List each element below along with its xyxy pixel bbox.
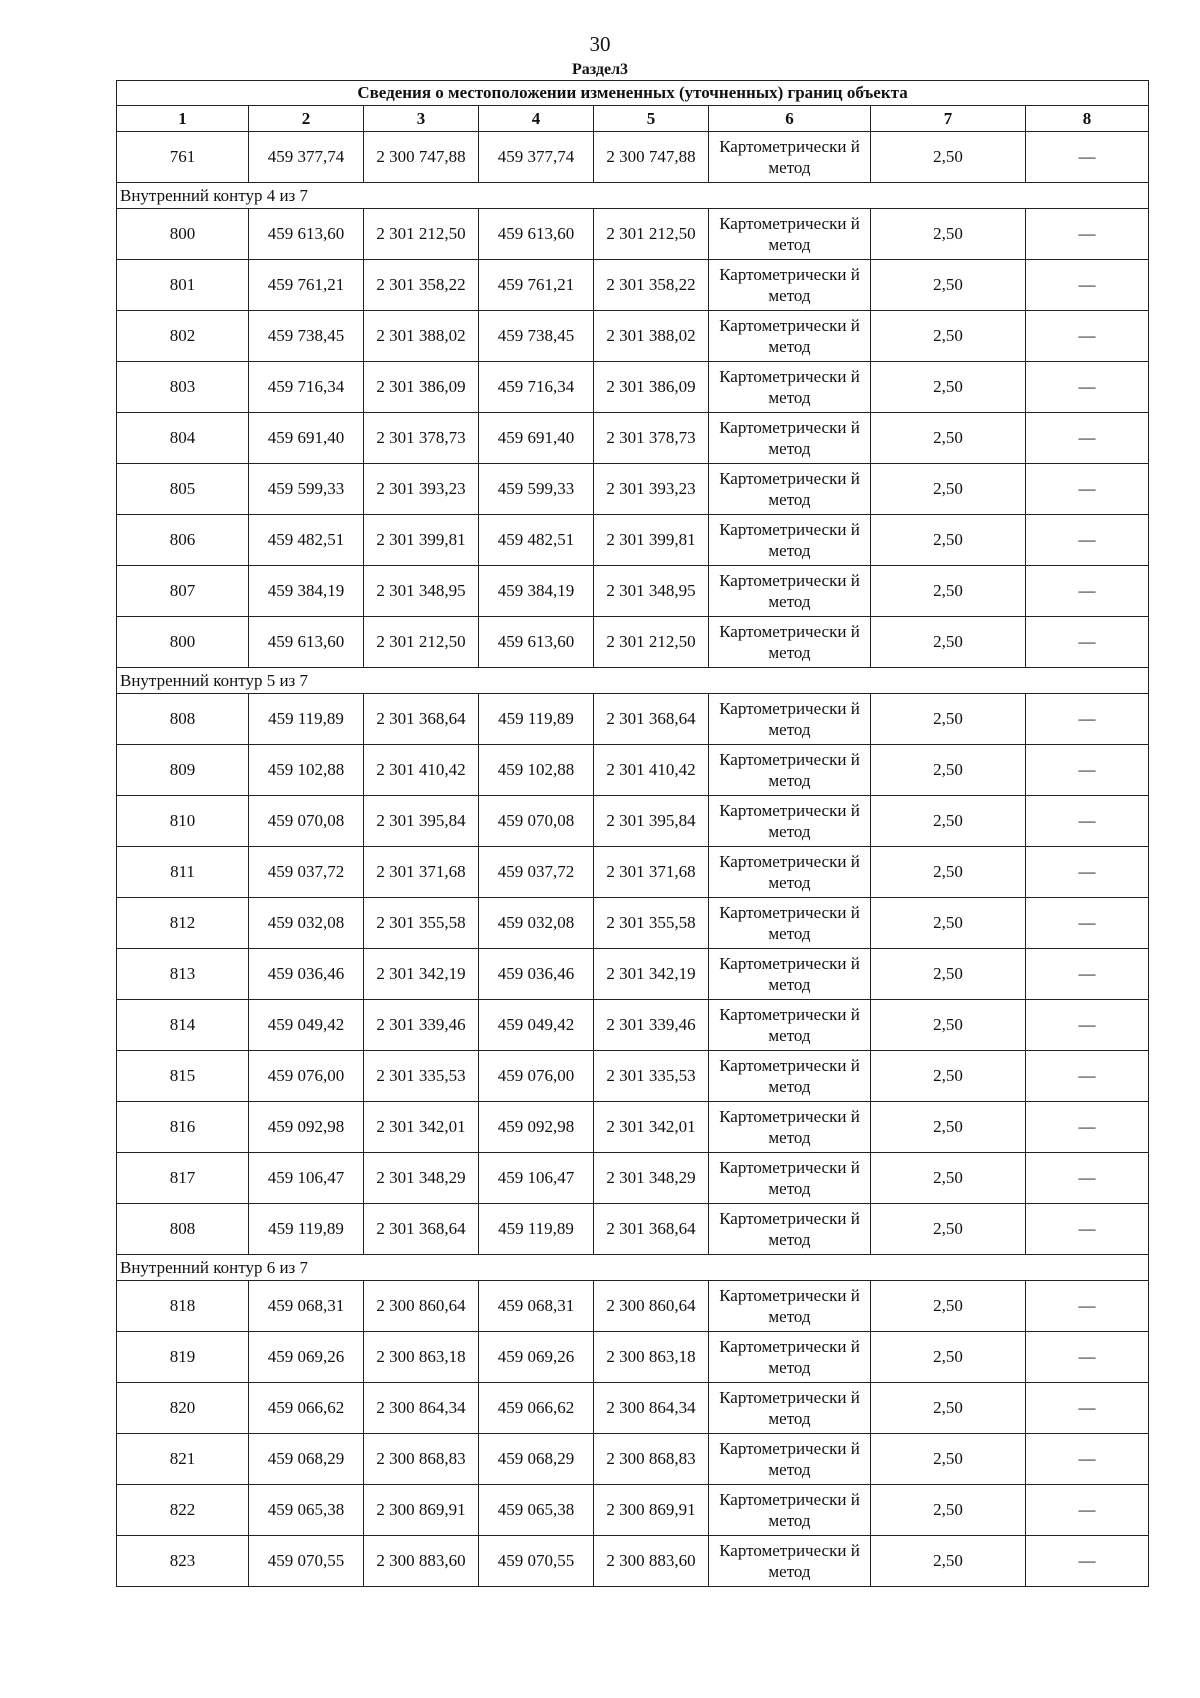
table-row — [117, 796, 1149, 847]
y-new-cell: 2 301 410,42 — [594, 745, 709, 796]
x-new-cell: 459 613,60 — [479, 617, 594, 668]
accuracy-cell: 2,50 — [871, 617, 1026, 668]
method-cell: Картометрически й метод — [709, 1434, 871, 1485]
accuracy-cell: 2,50 — [871, 1204, 1026, 1255]
x-old-cell: 459 691,40 — [249, 413, 364, 464]
x-new-cell: 459 066,62 — [479, 1383, 594, 1434]
x-old-cell: 459 613,60 — [249, 617, 364, 668]
x-old-cell: 459 036,46 — [249, 949, 364, 1000]
x-new-cell: 459 119,89 — [479, 1204, 594, 1255]
description-cell: — — [1026, 745, 1149, 796]
point-number-cell: 811 — [117, 847, 249, 898]
x-new-cell: 459 049,42 — [479, 1000, 594, 1051]
y-old-cell: 2 301 342,01 — [364, 1102, 479, 1153]
table-caption-row — [117, 81, 1149, 106]
method-cell: Картометрически й метод — [709, 1485, 871, 1536]
table-row — [117, 847, 1149, 898]
y-new-cell: 2 300 747,88 — [594, 132, 709, 183]
x-old-cell: 459 065,38 — [249, 1485, 364, 1536]
x-new-cell: 459 106,47 — [479, 1153, 594, 1204]
x-new-cell: 459 761,21 — [479, 260, 594, 311]
point-number-cell: 822 — [117, 1485, 249, 1536]
column-number: 8 — [1026, 106, 1149, 132]
method-cell: Картометрически й метод — [709, 949, 871, 1000]
x-old-cell: 459 119,89 — [249, 694, 364, 745]
x-new-cell: 459 070,08 — [479, 796, 594, 847]
accuracy-cell: 2,50 — [871, 464, 1026, 515]
description-cell: — — [1026, 1383, 1149, 1434]
table-row — [117, 617, 1149, 668]
point-number-cell: 800 — [117, 209, 249, 260]
method-cell: Картометрически й метод — [709, 1102, 871, 1153]
x-old-cell: 459 066,62 — [249, 1383, 364, 1434]
accuracy-cell: 2,50 — [871, 1536, 1026, 1587]
x-new-cell: 459 384,19 — [479, 566, 594, 617]
x-new-cell: 459 068,31 — [479, 1281, 594, 1332]
point-number-cell: 804 — [117, 413, 249, 464]
x-old-cell: 459 377,74 — [249, 132, 364, 183]
description-cell: — — [1026, 1102, 1149, 1153]
accuracy-cell: 2,50 — [871, 1281, 1026, 1332]
description-cell: — — [1026, 464, 1149, 515]
y-new-cell: 2 301 388,02 — [594, 311, 709, 362]
method-cell: Картометрически й метод — [709, 898, 871, 949]
accuracy-cell: 2,50 — [871, 1153, 1026, 1204]
x-old-cell: 459 068,31 — [249, 1281, 364, 1332]
method-cell: Картометрически й метод — [709, 132, 871, 183]
point-number-cell: 809 — [117, 745, 249, 796]
accuracy-cell: 2,50 — [871, 362, 1026, 413]
method-cell: Картометрически й метод — [709, 1536, 871, 1587]
y-new-cell: 2 301 335,53 — [594, 1051, 709, 1102]
y-old-cell: 2 300 863,18 — [364, 1332, 479, 1383]
y-new-cell: 2 301 368,64 — [594, 1204, 709, 1255]
contour-group-row — [117, 668, 1149, 694]
x-old-cell: 459 482,51 — [249, 515, 364, 566]
x-new-cell: 459 037,72 — [479, 847, 594, 898]
table-row — [117, 566, 1149, 617]
y-new-cell: 2 301 371,68 — [594, 847, 709, 898]
y-old-cell: 2 301 339,46 — [364, 1000, 479, 1051]
x-old-cell: 459 032,08 — [249, 898, 364, 949]
point-number-cell: 807 — [117, 566, 249, 617]
description-cell: — — [1026, 694, 1149, 745]
point-number-cell: 808 — [117, 1204, 249, 1255]
point-number-cell: 761 — [117, 132, 249, 183]
method-cell: Картометрически й метод — [709, 209, 871, 260]
point-number-cell: 802 — [117, 311, 249, 362]
y-new-cell: 2 300 863,18 — [594, 1332, 709, 1383]
table-row — [117, 1485, 1149, 1536]
method-cell: Картометрически й метод — [709, 847, 871, 898]
point-number-cell: 805 — [117, 464, 249, 515]
table-caption: Сведения о местоположении измененных (уточненных) границ объекта — [117, 81, 1149, 106]
method-cell: Картометрически й метод — [709, 362, 871, 413]
point-number-cell: 801 — [117, 260, 249, 311]
y-old-cell: 2 301 371,68 — [364, 847, 479, 898]
description-cell: — — [1026, 1051, 1149, 1102]
accuracy-cell: 2,50 — [871, 311, 1026, 362]
table-row — [117, 362, 1149, 413]
x-new-cell: 459 482,51 — [479, 515, 594, 566]
description-cell: — — [1026, 1153, 1149, 1204]
x-new-cell: 459 065,38 — [479, 1485, 594, 1536]
accuracy-cell: 2,50 — [871, 745, 1026, 796]
x-new-cell: 459 069,26 — [479, 1332, 594, 1383]
point-number-cell: 816 — [117, 1102, 249, 1153]
description-cell: — — [1026, 1332, 1149, 1383]
column-number-row — [117, 106, 1149, 132]
y-new-cell: 2 300 869,91 — [594, 1485, 709, 1536]
column-number: 2 — [249, 106, 364, 132]
x-old-cell: 459 102,88 — [249, 745, 364, 796]
x-old-cell: 459 384,19 — [249, 566, 364, 617]
accuracy-cell: 2,50 — [871, 898, 1026, 949]
x-old-cell: 459 092,98 — [249, 1102, 364, 1153]
description-cell: — — [1026, 1536, 1149, 1587]
y-old-cell: 2 301 348,95 — [364, 566, 479, 617]
point-number-cell: 821 — [117, 1434, 249, 1485]
point-number-cell: 803 — [117, 362, 249, 413]
x-new-cell: 459 102,88 — [479, 745, 594, 796]
x-old-cell: 459 613,60 — [249, 209, 364, 260]
y-old-cell: 2 301 212,50 — [364, 617, 479, 668]
table-row — [117, 1051, 1149, 1102]
column-number: 3 — [364, 106, 479, 132]
point-number-cell: 814 — [117, 1000, 249, 1051]
description-cell: — — [1026, 1000, 1149, 1051]
table-row — [117, 515, 1149, 566]
accuracy-cell: 2,50 — [871, 1383, 1026, 1434]
point-number-cell: 818 — [117, 1281, 249, 1332]
y-old-cell: 2 301 395,84 — [364, 796, 479, 847]
description-cell: — — [1026, 898, 1149, 949]
table-row — [117, 1000, 1149, 1051]
x-old-cell: 459 761,21 — [249, 260, 364, 311]
y-old-cell: 2 301 388,02 — [364, 311, 479, 362]
contour-group-label: Внутренний контур 6 из 7 — [117, 1255, 1149, 1281]
table-row — [117, 1153, 1149, 1204]
accuracy-cell: 2,50 — [871, 1000, 1026, 1051]
accuracy-cell: 2,50 — [871, 209, 1026, 260]
description-cell: — — [1026, 566, 1149, 617]
x-new-cell: 459 070,55 — [479, 1536, 594, 1587]
table-row — [117, 1102, 1149, 1153]
description-cell: — — [1026, 1204, 1149, 1255]
column-number: 7 — [871, 106, 1026, 132]
x-old-cell: 459 070,08 — [249, 796, 364, 847]
table-row — [117, 464, 1149, 515]
point-number-cell: 819 — [117, 1332, 249, 1383]
method-cell: Картометрически й метод — [709, 1383, 871, 1434]
point-number-cell: 817 — [117, 1153, 249, 1204]
accuracy-cell: 2,50 — [871, 132, 1026, 183]
x-new-cell: 459 036,46 — [479, 949, 594, 1000]
y-new-cell: 2 301 358,22 — [594, 260, 709, 311]
description-cell: — — [1026, 617, 1149, 668]
description-cell: — — [1026, 311, 1149, 362]
accuracy-cell: 2,50 — [871, 1051, 1026, 1102]
x-new-cell: 459 738,45 — [479, 311, 594, 362]
y-old-cell: 2 301 348,29 — [364, 1153, 479, 1204]
table-row — [117, 260, 1149, 311]
method-cell: Картометрически й метод — [709, 260, 871, 311]
x-old-cell: 459 049,42 — [249, 1000, 364, 1051]
x-new-cell: 459 716,34 — [479, 362, 594, 413]
accuracy-cell: 2,50 — [871, 796, 1026, 847]
y-new-cell: 2 300 883,60 — [594, 1536, 709, 1587]
point-number-cell: 823 — [117, 1536, 249, 1587]
contour-group-row — [117, 183, 1149, 209]
table-row — [117, 1434, 1149, 1485]
y-old-cell: 2 301 386,09 — [364, 362, 479, 413]
table-row — [117, 694, 1149, 745]
x-new-cell: 459 599,33 — [479, 464, 594, 515]
description-cell: — — [1026, 413, 1149, 464]
accuracy-cell: 2,50 — [871, 1434, 1026, 1485]
description-cell: — — [1026, 1485, 1149, 1536]
accuracy-cell: 2,50 — [871, 413, 1026, 464]
x-new-cell: 459 613,60 — [479, 209, 594, 260]
x-old-cell: 459 068,29 — [249, 1434, 364, 1485]
table-row — [117, 1281, 1149, 1332]
y-old-cell: 2 301 212,50 — [364, 209, 479, 260]
y-new-cell: 2 301 399,81 — [594, 515, 709, 566]
table-row — [117, 1383, 1149, 1434]
table-body — [117, 81, 1149, 1587]
contour-group-label: Внутренний контур 5 из 7 — [117, 668, 1149, 694]
y-old-cell: 2 301 368,64 — [364, 1204, 479, 1255]
y-new-cell: 2 301 342,01 — [594, 1102, 709, 1153]
table-row — [117, 311, 1149, 362]
y-new-cell: 2 300 868,83 — [594, 1434, 709, 1485]
accuracy-cell: 2,50 — [871, 260, 1026, 311]
y-old-cell: 2 301 393,23 — [364, 464, 479, 515]
description-cell: — — [1026, 796, 1149, 847]
accuracy-cell: 2,50 — [871, 847, 1026, 898]
section-title: Раздел3 — [571, 61, 629, 78]
column-number: 6 — [709, 106, 871, 132]
y-old-cell: 2 301 368,64 — [364, 694, 479, 745]
y-old-cell: 2 301 335,53 — [364, 1051, 479, 1102]
method-cell: Картометрически й метод — [709, 745, 871, 796]
point-number-cell: 806 — [117, 515, 249, 566]
method-cell: Картометрически й метод — [709, 1153, 871, 1204]
y-old-cell: 2 301 355,58 — [364, 898, 479, 949]
y-old-cell: 2 300 864,34 — [364, 1383, 479, 1434]
y-new-cell: 2 301 348,95 — [594, 566, 709, 617]
description-cell: — — [1026, 949, 1149, 1000]
point-number-cell: 815 — [117, 1051, 249, 1102]
table-row — [117, 949, 1149, 1000]
page-number: 30 — [589, 32, 611, 56]
y-new-cell: 2 300 860,64 — [594, 1281, 709, 1332]
x-old-cell: 459 069,26 — [249, 1332, 364, 1383]
description-cell: — — [1026, 847, 1149, 898]
contour-group-row — [117, 1255, 1149, 1281]
point-number-cell: 800 — [117, 617, 249, 668]
description-cell: — — [1026, 132, 1149, 183]
column-number: 5 — [594, 106, 709, 132]
accuracy-cell: 2,50 — [871, 949, 1026, 1000]
contour-group-label: Внутренний контур 4 из 7 — [117, 183, 1149, 209]
y-old-cell: 2 300 883,60 — [364, 1536, 479, 1587]
y-new-cell: 2 301 342,19 — [594, 949, 709, 1000]
y-old-cell: 2 301 342,19 — [364, 949, 479, 1000]
x-old-cell: 459 037,72 — [249, 847, 364, 898]
x-old-cell: 459 106,47 — [249, 1153, 364, 1204]
x-old-cell: 459 070,55 — [249, 1536, 364, 1587]
y-old-cell: 2 300 860,64 — [364, 1281, 479, 1332]
x-old-cell: 459 716,34 — [249, 362, 364, 413]
description-cell: — — [1026, 260, 1149, 311]
accuracy-cell: 2,50 — [871, 694, 1026, 745]
table-row — [117, 209, 1149, 260]
method-cell: Картометрически й метод — [709, 1332, 871, 1383]
method-cell: Картометрически й метод — [709, 796, 871, 847]
x-new-cell: 459 032,08 — [479, 898, 594, 949]
y-old-cell: 2 300 747,88 — [364, 132, 479, 183]
description-cell: — — [1026, 1281, 1149, 1332]
y-new-cell: 2 301 212,50 — [594, 209, 709, 260]
x-old-cell: 459 119,89 — [249, 1204, 364, 1255]
column-number: 1 — [117, 106, 249, 132]
accuracy-cell: 2,50 — [871, 566, 1026, 617]
method-cell: Картометрически й метод — [709, 1281, 871, 1332]
method-cell: Картометрически й метод — [709, 1051, 871, 1102]
accuracy-cell: 2,50 — [871, 1102, 1026, 1153]
table-row — [117, 413, 1149, 464]
accuracy-cell: 2,50 — [871, 1332, 1026, 1383]
accuracy-cell: 2,50 — [871, 1485, 1026, 1536]
y-old-cell: 2 301 358,22 — [364, 260, 479, 311]
y-new-cell: 2 300 864,34 — [594, 1383, 709, 1434]
table-row — [117, 1536, 1149, 1587]
method-cell: Картометрически й метод — [709, 1204, 871, 1255]
point-number-cell: 808 — [117, 694, 249, 745]
table-row — [117, 132, 1149, 183]
method-cell: Картометрически й метод — [709, 566, 871, 617]
y-new-cell: 2 301 212,50 — [594, 617, 709, 668]
x-new-cell: 459 119,89 — [479, 694, 594, 745]
table-row — [117, 745, 1149, 796]
y-new-cell: 2 301 386,09 — [594, 362, 709, 413]
y-new-cell: 2 301 355,58 — [594, 898, 709, 949]
method-cell: Картометрически й метод — [709, 311, 871, 362]
point-number-cell: 813 — [117, 949, 249, 1000]
column-number: 4 — [479, 106, 594, 132]
method-cell: Картометрически й метод — [709, 617, 871, 668]
x-new-cell: 459 076,00 — [479, 1051, 594, 1102]
accuracy-cell: 2,50 — [871, 515, 1026, 566]
description-cell: — — [1026, 1434, 1149, 1485]
table-row — [117, 1332, 1149, 1383]
method-cell: Картометрически й метод — [709, 413, 871, 464]
x-new-cell: 459 092,98 — [479, 1102, 594, 1153]
description-cell: — — [1026, 209, 1149, 260]
x-new-cell: 459 068,29 — [479, 1434, 594, 1485]
x-new-cell: 459 691,40 — [479, 413, 594, 464]
x-old-cell: 459 738,45 — [249, 311, 364, 362]
table-row — [117, 898, 1149, 949]
y-old-cell: 2 300 869,91 — [364, 1485, 479, 1536]
point-number-cell: 812 — [117, 898, 249, 949]
y-old-cell: 2 301 378,73 — [364, 413, 479, 464]
y-new-cell: 2 301 393,23 — [594, 464, 709, 515]
y-old-cell: 2 301 410,42 — [364, 745, 479, 796]
method-cell: Картометрически й метод — [709, 515, 871, 566]
y-new-cell: 2 301 348,29 — [594, 1153, 709, 1204]
y-new-cell: 2 301 368,64 — [594, 694, 709, 745]
method-cell: Картометрически й метод — [709, 1000, 871, 1051]
point-number-cell: 820 — [117, 1383, 249, 1434]
y-new-cell: 2 301 395,84 — [594, 796, 709, 847]
y-old-cell: 2 300 868,83 — [364, 1434, 479, 1485]
y-new-cell: 2 301 378,73 — [594, 413, 709, 464]
method-cell: Картометрически й метод — [709, 694, 871, 745]
x-old-cell: 459 599,33 — [249, 464, 364, 515]
y-new-cell: 2 301 339,46 — [594, 1000, 709, 1051]
x-new-cell: 459 377,74 — [479, 132, 594, 183]
description-cell: — — [1026, 362, 1149, 413]
coordinates-table — [116, 80, 1149, 1587]
method-cell: Картометрически й метод — [709, 464, 871, 515]
x-old-cell: 459 076,00 — [249, 1051, 364, 1102]
description-cell: — — [1026, 515, 1149, 566]
point-number-cell: 810 — [117, 796, 249, 847]
y-old-cell: 2 301 399,81 — [364, 515, 479, 566]
table-row — [117, 1204, 1149, 1255]
